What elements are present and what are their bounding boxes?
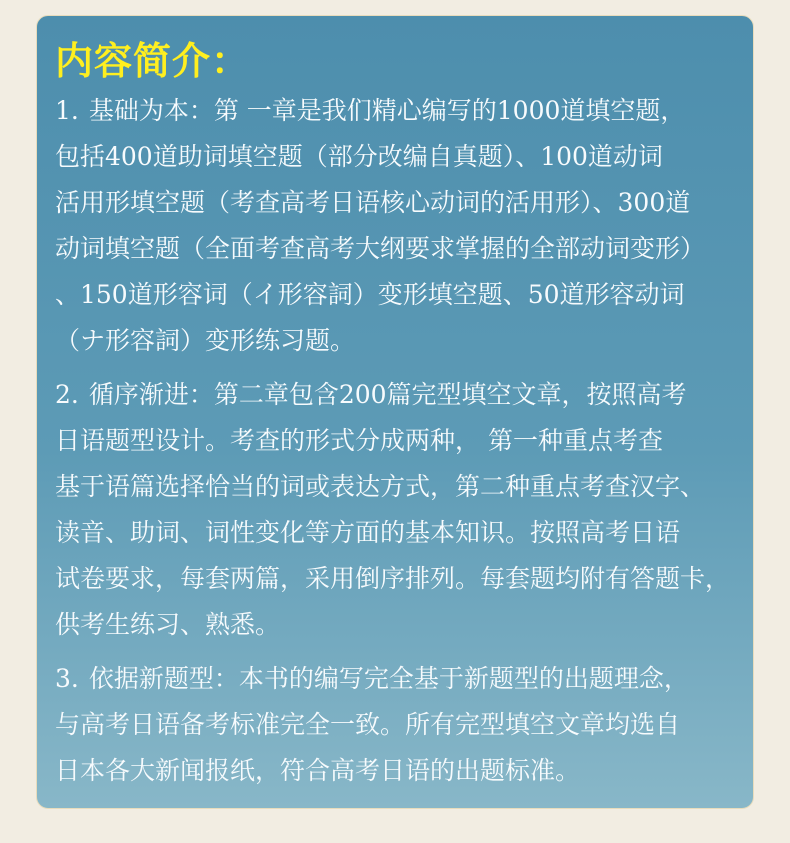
intro-card	[36, 15, 754, 809]
section-title: 内容简介：	[55, 39, 251, 83]
paragraph-line: 日语题型设计。考查的形式分成两种， 第一种重点考查	[55, 426, 663, 455]
paragraph-line: 供考生练习、熟悉。	[55, 610, 281, 639]
paragraph-line: 试卷要求，每套两篇，采用倒序排列。每套题均附有答题卡，	[55, 564, 731, 593]
line-text: 循序渐进：第二章包含200篇完型填空文章，按照高考	[88, 380, 687, 409]
paragraph-line: 活用形填空题（考查高考日语核心动词的活用形）、300道	[55, 188, 691, 217]
paragraph-3	[55, 656, 737, 794]
item-number: 1.	[55, 96, 79, 125]
paragraph-line	[55, 88, 737, 134]
item-number: 2.	[55, 380, 79, 409]
paragraph-line: 基于语篇选择恰当的词或表达方式，第二种重点考查汉字、	[55, 472, 706, 501]
paragraph-line	[55, 656, 737, 702]
paragraph-line: 、150道形容词（イ形容詞）变形填空题、50道形容动词	[55, 280, 685, 309]
paragraph-line: 包括400道助词填空题（部分改编自真题）、100道动词	[55, 142, 663, 171]
paragraph-line: 读音、助词、词性变化等方面的基本知识。按照高考日语	[55, 518, 681, 547]
paragraph-line: （ナ形容詞）变形练习题。	[55, 326, 356, 355]
paragraph-line	[55, 372, 737, 418]
paragraph-line: 与高考日语备考标准完全一致。所有完型填空文章均选自	[55, 710, 681, 739]
paragraph-line: 动词填空题（全面考查高考大纲要求掌握的全部动词变形）	[55, 234, 706, 263]
paragraph-line: 日本各大新闻报纸，符合高考日语的出题标准。	[55, 756, 581, 785]
paragraph-1	[55, 88, 737, 364]
item-number: 3.	[55, 664, 79, 693]
line-text: 基础为本：第 一章是我们精心编写的1000道填空题，	[88, 96, 686, 125]
line-text: 依据新题型：本书的编写完全基于新题型的出题理念，	[88, 664, 689, 693]
paragraph-2	[55, 372, 737, 648]
